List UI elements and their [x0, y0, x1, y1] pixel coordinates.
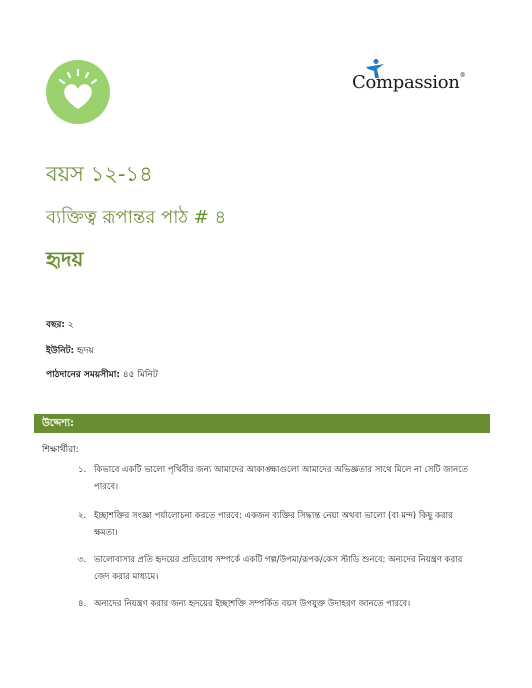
meta-unit: [46, 343, 94, 358]
meta-year-label: বছর:: [46, 320, 66, 330]
objective-number: ৩.: [78, 555, 87, 565]
objectives-intro: শিক্ষার্থীরা:: [42, 445, 79, 455]
compassion-logo: [352, 58, 466, 98]
objective-item: [78, 552, 478, 586]
objective-number: ২.: [78, 511, 87, 521]
objective-number: ৪.: [78, 599, 87, 609]
logo-wordmark: Compassion®: [352, 72, 466, 93]
lesson-title: ব্যক্তিত্ব রূপান্তর পাঠ # ৪: [46, 207, 227, 228]
meta-duration-value: ৪৫ মিনিট: [122, 370, 158, 380]
objective-item: [78, 596, 478, 613]
objective-text: অন্যদের নিয়ন্ত্রণ করার জন্য হৃদয়ের ইচ্ছাশক্তি সম্পর্কিত বয়স উপযুক্ত উদাহরণ জানতে পারবে।: [94, 599, 411, 609]
meta-duration: [46, 367, 158, 382]
objective-text: ইচ্ছাশক্তির সংজ্ঞা পর্যালোচনা করতে পারবে: একজন ব্যক্তির সিদ্ধান্ত নেয়া অথবা ভালো (বা মন্দ) কিছু করার ক্ষমতা।: [94, 511, 453, 538]
meta-duration-label: পাঠদানের সময়সীমা:: [46, 370, 120, 380]
objective-item: [78, 462, 478, 496]
objective-text: কিভাবে একটি ভালো পৃথিবীর জন্য আমাদের আকাঙ্ক্ষাগুলো আমাদের অভিজ্ঞতার সাথে মিলে না সেটি জানতে পারবে।: [94, 465, 469, 492]
topic-title: হৃদয়: [46, 247, 84, 271]
heart-badge-icon: [46, 60, 110, 124]
meta-year: [46, 317, 74, 332]
objective-text: ভালোবাসার প্রতি হৃদয়ের প্রতিরোধ সম্পর্কে একটি গল্প/উপমা/রূপক/কেস স্টাডি শুনবে: অন্যদের নিয়ন্ত্রণ করার জেদ করার মাধ্যমে।: [94, 555, 463, 582]
meta-unit-label: ইউনিট:: [46, 346, 75, 356]
objective-number: ১.: [78, 465, 87, 475]
objectives-heading: উদ্দেশ্য:: [34, 414, 490, 433]
meta-year-value: ২: [67, 320, 74, 330]
age-heading: বয়স ১২-১৪: [46, 162, 153, 186]
meta-unit-value: হৃদয়: [77, 346, 94, 356]
objective-item: [78, 508, 478, 542]
